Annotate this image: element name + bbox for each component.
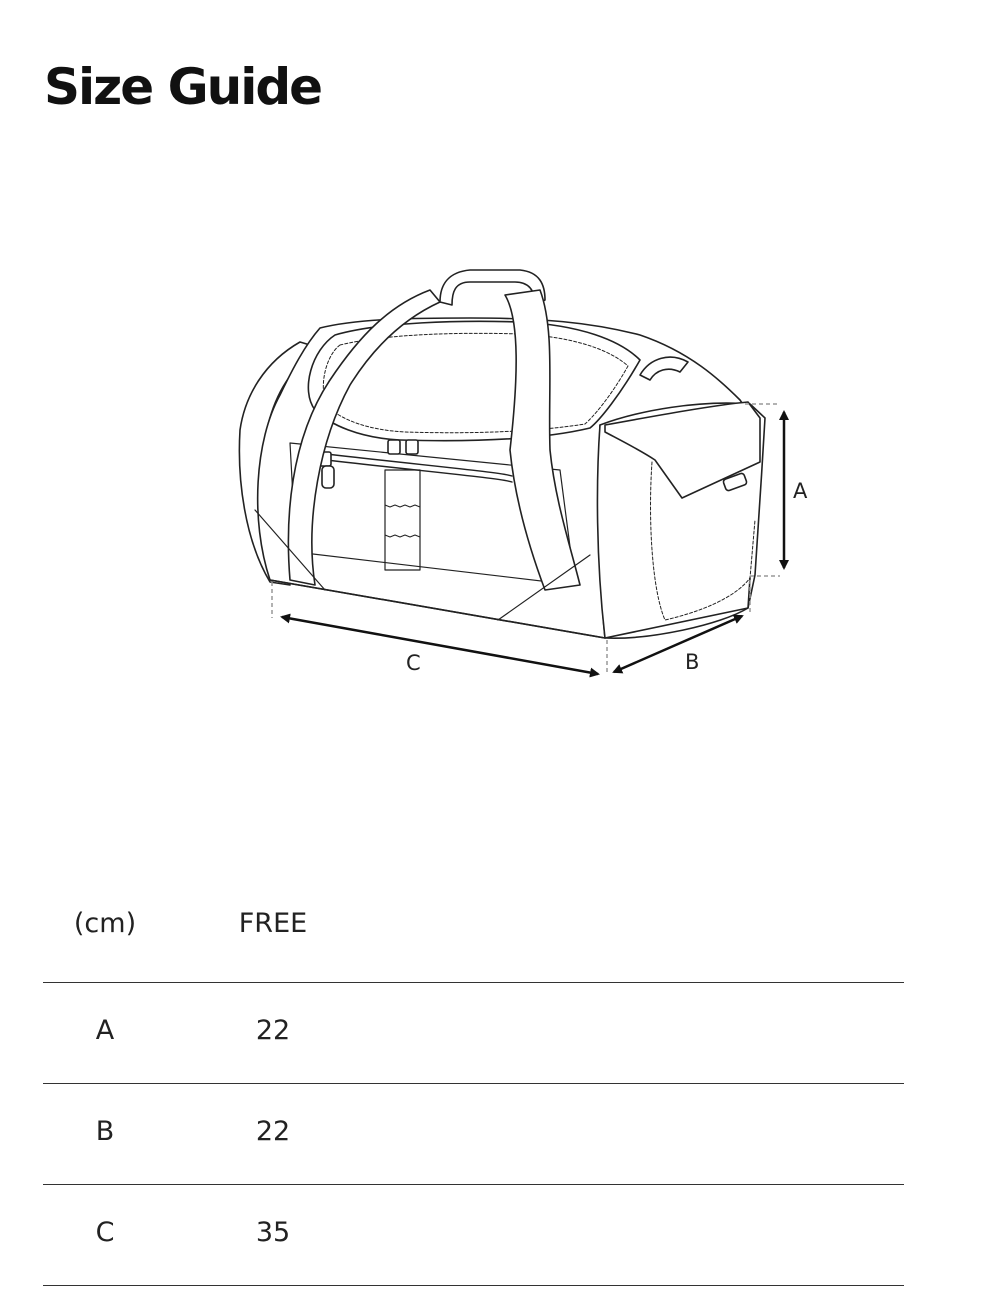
dimension-label-a: A xyxy=(793,479,808,503)
size-column-header: FREE xyxy=(238,908,308,939)
table-row xyxy=(43,1084,904,1185)
dimension-key: C xyxy=(95,1217,115,1248)
dimension-key: B xyxy=(95,1116,115,1147)
duffel-bag-illustration xyxy=(239,270,765,638)
bag-dimension-diagram xyxy=(0,250,1000,700)
page-title: Size Guide xyxy=(44,58,322,116)
dimension-value: 35 xyxy=(255,1217,291,1248)
dimension-label-b: B xyxy=(685,650,700,674)
dimension-value: 22 xyxy=(255,1116,291,1147)
dimension-key: A xyxy=(95,1015,115,1046)
dimension-value: 22 xyxy=(255,1015,291,1046)
dimension-label-c: C xyxy=(406,651,421,675)
table-row xyxy=(43,1185,904,1286)
unit-label: (cm) xyxy=(73,908,137,939)
size-table xyxy=(43,890,904,1286)
table-row xyxy=(43,983,904,1084)
size-table-header xyxy=(43,890,904,983)
